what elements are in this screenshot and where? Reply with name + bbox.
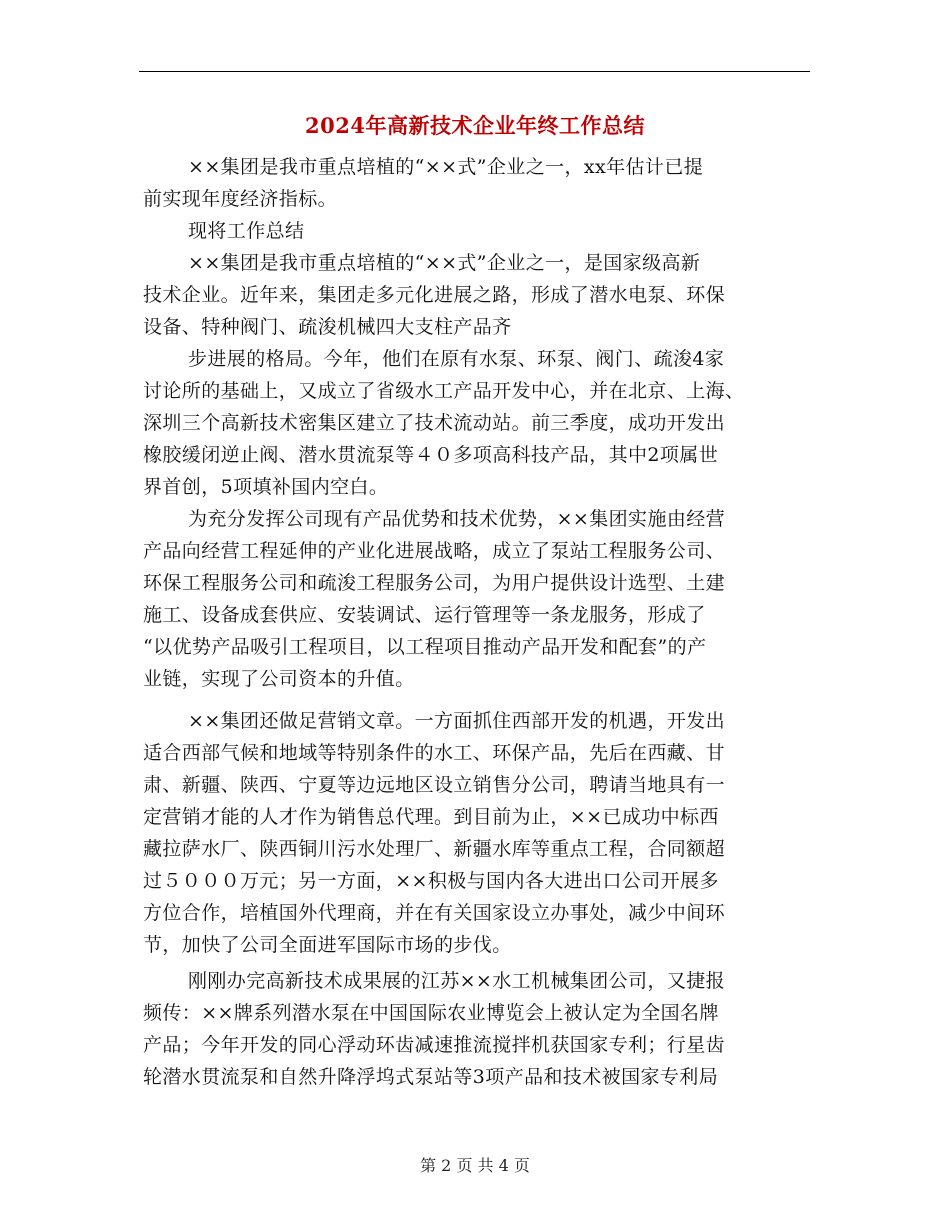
document-title: 2024年高新技术企业年终工作总结 [305,113,645,138]
body-line: 业链，实现了公司资本的升值。 [143,668,415,690]
body-line: 刚刚办完高新技术成果展的江苏××水工机械集团公司，又捷报 [188,970,726,992]
body-line: 深圳三个高新技术密集区建立了技术流动站。前三季度，成功开发出 [143,412,726,434]
body-line: 技术企业。近年来，集团走多元化进展之路，形成了潜水电泵、环保 [143,284,726,306]
body-line: 定营销才能的人才作为销售总代理。到目前为止，××已成功中标西 [143,806,719,828]
body-line: 前实现年度经济指标。 [143,188,338,210]
body-line: 方位合作，培植国外代理商，并在有关国家设立办事处，减少中间环 [143,902,726,924]
body-line: 讨论所的基础上，又成立了省级水工产品开发中心，并在北京、上海、 [143,380,745,402]
body-line: 步进展的格局。今年，他们在原有水泵、环泵、阀门、疏浚4家 [188,348,725,370]
body-line: 橡胶缓闭逆止阀、潜水贯流泵等４０多项高科技产品，其中2项属世 [143,444,719,466]
body-line: 产品；今年开发的同心浮动环齿减速推流搅拌机获国家专利；行星齿 [143,1034,726,1056]
body-line: 适合西部气候和地域等特别条件的水工、环保产品，先后在西藏、甘 [143,742,726,764]
body-line: 环保工程服务公司和疏浚工程服务公司，为用户提供设计选型、土建 [143,572,726,594]
body-line: 设备、特种阀门、疏浚机械四大支柱产品齐 [143,316,512,338]
body-line: 节，加快了公司全面进军国际市场的步伐。 [143,934,512,956]
body-line: 施工、设备成套供应、安装调试、运行管理等一条龙服务，形成了 [143,604,706,626]
body-line: ××集团是我市重点培植的“××式”企业之一，xx年估计已提 [188,156,704,178]
body-line: 界首创，5项填补国内空白。 [143,476,389,498]
body-line: 肃、新疆、陕西、宁夏等边远地区设立销售分公司，聘请当地具有一 [143,774,726,796]
body-line: 为充分发挥公司现有产品优势和技术优势，××集团实施由经营 [188,508,726,530]
body-line: ××集团是我市重点培植的“××式”企业之一，是国家级高新 [188,252,701,274]
body-line: 藏拉萨水厂、陕西铜川污水处理厂、新疆水库等重点工程，合同额超 [143,838,726,860]
body-line: 过５０００万元；另一方面，××积极与国内各大进出口公司开展多 [143,870,719,892]
body-line: 现将工作总结 [188,220,305,242]
body-line: 轮潜水贯流泵和自然升降浮坞式泵站等3项产品和技术被国家专利局 [143,1066,719,1088]
header-rule [139,71,810,72]
body-line: “以优势产品吸引工程项目，以工程项目推动产品开发和配套”的产 [143,636,707,658]
body-line: 频传：××牌系列潜水泵在中国国际农业博览会上被认定为全国名牌 [143,1002,719,1024]
body-line: 产品向经营工程延伸的产业化进展战略，成立了泵站工程服务公司、 [143,540,726,562]
page-number: 第 2 页 共 4 页 [420,1156,530,1175]
body-line: ××集团还做足营销文章。一方面抓住西部开发的机遇，开发出 [188,710,726,732]
